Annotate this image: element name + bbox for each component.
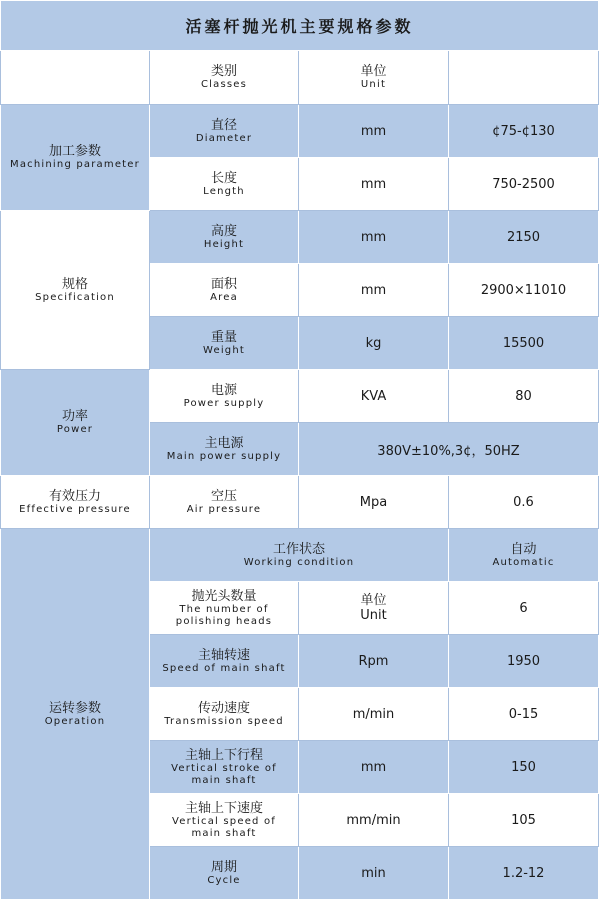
unit-cell: m/min [299,688,449,741]
header-value-empty [449,51,599,105]
value-cell: 2150 [449,211,599,264]
unit-cell: kg [299,317,449,370]
unit-cell: Mpa [299,476,449,529]
table-row [1,105,599,158]
table-header-row [1,51,599,105]
label-diameter: 直径 Diameter [150,105,299,158]
label-vertical-stroke: 主轴上下行程 Vertical stroke of main shaft [150,741,299,794]
label-cycle: 周期 Cycle [150,847,299,900]
value-cell: 自动 Automatic [449,529,599,582]
unit-cell: mm [299,264,449,317]
unit-cell: mm [299,741,449,794]
table-row [1,529,599,582]
label-area: 面积 Area [150,264,299,317]
table-title: 活塞杆抛光机主要规格参数 [1,1,599,51]
label-vertical-speed: 主轴上下速度 Vertical speed of main shaft [150,794,299,847]
value-cell: 150 [449,741,599,794]
header-classes: 类别 Classes [150,51,299,105]
unit-cell: mm/min [299,794,449,847]
unit-cell: mm [299,105,449,158]
header-empty-cell [1,51,150,105]
label-air-pressure: 空压 Air pressure [150,476,299,529]
label-height: 高度 Height [150,211,299,264]
label-main-shaft-speed: 主轴转速 Speed of main shaft [150,635,299,688]
value-cell: 380V±10%,3¢，50HZ [299,423,599,476]
table-row [1,476,599,529]
value-cell: 1950 [449,635,599,688]
label-weight: 重量 Weight [150,317,299,370]
group-operation: 运转参数 Operation [1,529,150,900]
value-cell: 80 [449,370,599,423]
value-cell: ¢75-¢130 [449,105,599,158]
label-main-power: 主电源 Main power supply [150,423,299,476]
group-power: 功率 Power [1,370,150,476]
header-unit: 单位 Unit [299,51,449,105]
value-cell: 0-15 [449,688,599,741]
unit-cell: min [299,847,449,900]
group-pressure: 有效压力 Effective pressure [1,476,150,529]
value-cell: 2900×11010 [449,264,599,317]
label-working-condition: 工作状态 Working condition [150,529,449,582]
label-transmission-speed: 传动速度 Transmission speed [150,688,299,741]
group-machining: 加工参数 Machining parameter [1,105,150,211]
label-power-supply: 电源 Power supply [150,370,299,423]
unit-cell: Rpm [299,635,449,688]
table-row [1,370,599,423]
unit-cell: mm [299,158,449,211]
value-cell: 0.6 [449,476,599,529]
label-polishing-heads: 抛光头数量 The number of polishing heads [150,582,299,635]
value-cell: 1.2-12 [449,847,599,900]
label-length: 长度 Length [150,158,299,211]
unit-cell: KVA [299,370,449,423]
value-cell: 750-2500 [449,158,599,211]
value-cell: 6 [449,582,599,635]
table-row [1,211,599,264]
unit-cell: mm [299,211,449,264]
value-cell: 15500 [449,317,599,370]
unit-cell: 单位 Unit [299,582,449,635]
value-cell: 105 [449,794,599,847]
group-specification: 规格 Specification [1,211,150,370]
